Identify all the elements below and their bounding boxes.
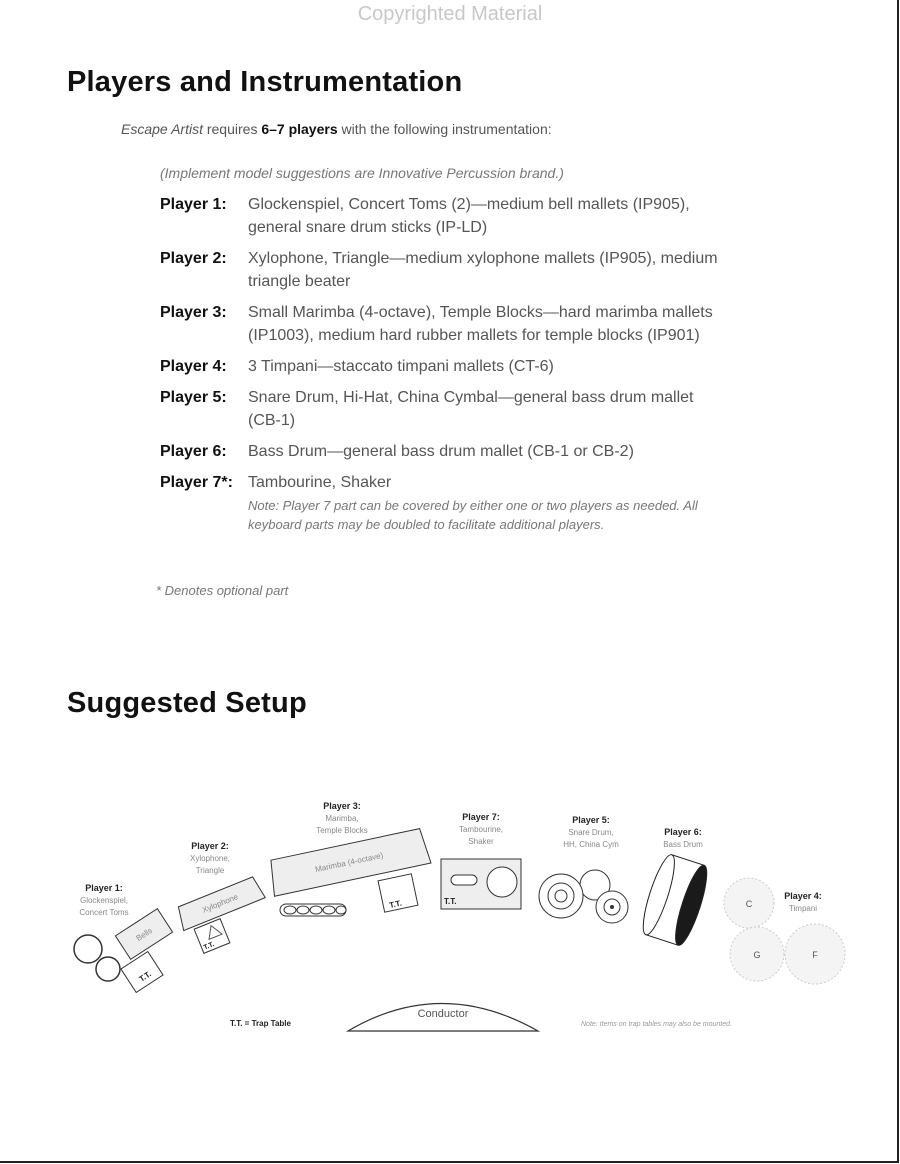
player-label: Player 6: bbox=[160, 443, 227, 460]
player-6-line1: Bass Drum bbox=[663, 840, 703, 849]
intro-requires: requires bbox=[202, 121, 262, 137]
shaker bbox=[451, 875, 477, 885]
player-instruments: Small Marimba (4-octave), Temple Blocks—hard marimba mallets (IP1003), medium hard rubber mallets for temple blocks (IP901) bbox=[248, 304, 713, 344]
player-label: Player 7*: bbox=[160, 474, 233, 491]
section-heading-setup: Suggested Setup bbox=[67, 687, 307, 719]
player-label: Player 5: bbox=[160, 389, 227, 406]
player-instruments: Snare Drum, Hi-Hat, China Cymbal—general bass drum mallet (CB-1) bbox=[248, 389, 694, 429]
optional-footnote: * Denotes optional part bbox=[156, 583, 289, 598]
bells-label: Bells bbox=[134, 925, 154, 943]
concert-tom bbox=[74, 935, 102, 963]
player-7-line1: Tambourine, bbox=[458, 825, 504, 834]
intro-rest: with the following instrumentation: bbox=[337, 121, 552, 137]
trap-table-label: T.T. bbox=[444, 897, 457, 906]
tambourine bbox=[487, 867, 517, 897]
player-7-title: Player 7: bbox=[462, 812, 500, 822]
concert-tom bbox=[96, 957, 120, 981]
intro-line bbox=[121, 121, 552, 137]
player-7-line2: Shaker bbox=[468, 837, 494, 846]
timpani-f-label: F bbox=[812, 950, 818, 960]
mount-note: Note: Items on trap tables may also be mounted. bbox=[581, 1021, 732, 1028]
player-row bbox=[160, 247, 730, 293]
player-5-line2: HH, China Cym bbox=[563, 840, 619, 849]
trap-table-label: T.T. bbox=[388, 898, 403, 910]
player-label: Player 2: bbox=[160, 250, 227, 267]
player-count: 6–7 players bbox=[261, 121, 338, 137]
player-row bbox=[160, 386, 730, 432]
piece-title: Escape Artist bbox=[121, 121, 203, 137]
player-3-line2: Temple Blocks bbox=[316, 826, 368, 835]
trap-table-label: T.T. bbox=[137, 969, 153, 984]
player-2-line2: Triangle bbox=[195, 866, 225, 875]
section-heading-players: Players and Instrumentation bbox=[67, 66, 463, 98]
player-6-title: Player 6: bbox=[664, 827, 702, 837]
timpani-g-label: G bbox=[753, 950, 761, 960]
player-5-line1: Snare Drum, bbox=[568, 828, 614, 837]
bass-drum bbox=[637, 852, 712, 948]
player-row bbox=[160, 440, 730, 463]
player-instruments: Xylophone, Triangle—medium xylophone mallets (IP905), medium triangle beater bbox=[248, 250, 718, 290]
player-instruments bbox=[248, 471, 730, 534]
player-4-line1: Timpani bbox=[788, 904, 818, 913]
player-label: Player 3: bbox=[160, 304, 227, 321]
player-2-title: Player 2: bbox=[191, 841, 229, 851]
player-1-line1: Glockenspiel, bbox=[79, 896, 129, 905]
player-instruments: 3 Timpani—staccato timpani mallets (CT-6) bbox=[248, 358, 554, 375]
player-instruments: Bass Drum—general bass drum mallet (CB-1 or CB-2) bbox=[248, 443, 634, 460]
trap-table bbox=[378, 874, 418, 912]
timpani-c-label: C bbox=[745, 899, 753, 909]
conductor-label: Conductor bbox=[417, 1008, 469, 1020]
trap-table-legend: T.T. = Trap Table bbox=[230, 1019, 291, 1028]
watermark: Copyrighted Material bbox=[357, 3, 543, 25]
player-row bbox=[160, 471, 730, 534]
player-row bbox=[160, 301, 730, 347]
temple-blocks bbox=[280, 904, 346, 916]
player-row bbox=[160, 193, 730, 239]
trap-table-label: T.T. bbox=[202, 941, 216, 952]
player-3-line1: Marimba, bbox=[325, 814, 359, 823]
player-7-note: Note: Player 7 part can be covered by either one or two players as needed. All keyboard parts may be doubled to facilitate additional players. bbox=[248, 498, 698, 532]
player-1-line2: Concert Toms bbox=[79, 908, 129, 917]
player-label: Player 1: bbox=[160, 196, 227, 213]
player-instruments: Glockenspiel, Concert Toms (2)—medium bell mallets (IP905), general snare drum sticks (IP-LD) bbox=[248, 196, 690, 236]
marimba-label: Marimba (4-octave) bbox=[314, 850, 384, 875]
setup-diagram bbox=[0, 790, 900, 1050]
player-7-instruments: Tambourine, Shaker bbox=[248, 474, 392, 491]
player-row bbox=[160, 355, 730, 378]
xylophone-label: Xylophone bbox=[200, 892, 240, 915]
implement-note: (Implement model suggestions are Innovative Percussion brand.) bbox=[160, 165, 564, 181]
player-4-title: Player 4: bbox=[784, 891, 822, 901]
trap-table bbox=[121, 952, 163, 993]
player-label: Player 4: bbox=[160, 358, 227, 375]
player-2-line1: Xylophone, bbox=[189, 854, 231, 863]
player-1-title: Player 1: bbox=[85, 883, 123, 893]
player-list bbox=[160, 193, 730, 542]
player-3-title: Player 3: bbox=[323, 801, 361, 811]
player-5-title: Player 5: bbox=[572, 815, 610, 825]
